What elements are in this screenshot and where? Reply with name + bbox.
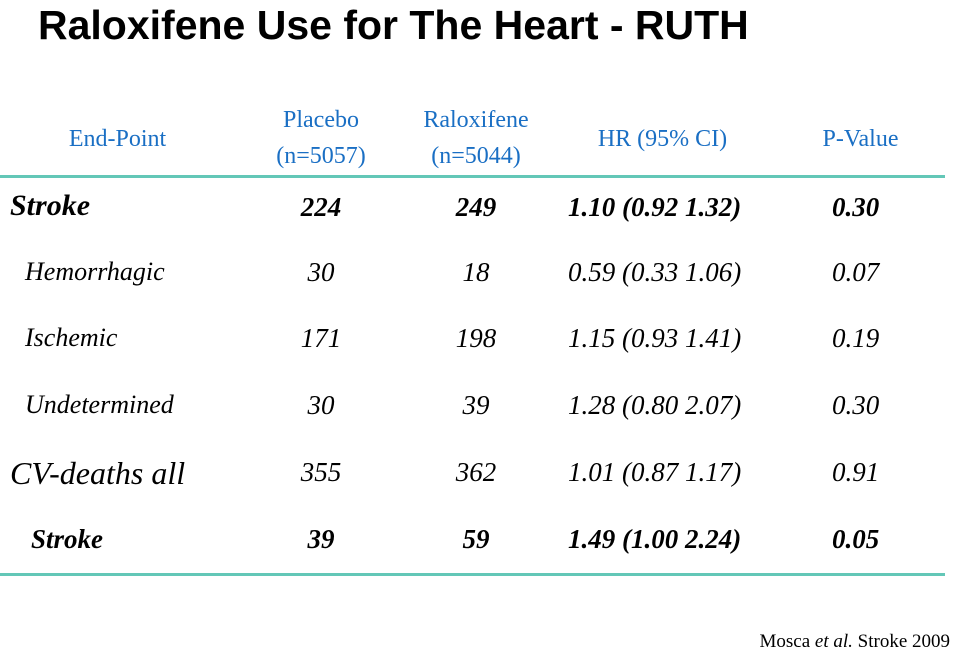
header-pvalue: P-Value xyxy=(822,126,899,152)
raloxifene-value: 198 xyxy=(455,323,497,353)
bottom-rule xyxy=(0,573,945,576)
citation xyxy=(759,631,950,653)
placebo-value: 39 xyxy=(307,524,335,554)
hr-value: 1.28 (0.80 2.07) xyxy=(568,390,742,420)
header-endpoint: End-Point xyxy=(68,126,167,152)
raloxifene-value: 249 xyxy=(455,192,497,222)
citation-journal: Stroke 2009 xyxy=(857,631,950,652)
placebo-value: 30 xyxy=(307,390,335,420)
p-value: 0.30 xyxy=(832,192,880,222)
placebo-value: 30 xyxy=(307,257,335,287)
hr-value: 1.10 (0.92 1.32) xyxy=(568,192,742,222)
row-label: Stroke xyxy=(31,524,104,554)
row-label: Stroke xyxy=(10,189,91,222)
hr-value: 1.01 (0.87 1.17) xyxy=(568,457,742,487)
placebo-value: 355 xyxy=(300,457,342,487)
p-value: 0.30 xyxy=(832,390,880,420)
raloxifene-value: 362 xyxy=(455,457,497,487)
raloxifene-value: 39 xyxy=(462,390,490,420)
row-label: Undetermined xyxy=(25,390,174,419)
header-raloxifene-n: (n=5044) xyxy=(431,143,521,169)
raloxifene-value: 59 xyxy=(462,524,490,554)
row-label: CV-deaths all xyxy=(10,455,186,491)
hr-value: 0.59 (0.33 1.06) xyxy=(568,257,742,287)
header-hr: HR (95% CI) xyxy=(597,126,728,152)
hr-value: 1.49 (1.00 2.24) xyxy=(568,524,742,554)
p-value: 0.91 xyxy=(832,457,880,487)
citation-author: Mosca xyxy=(759,631,811,652)
row-label: Hemorrhagic xyxy=(25,257,165,286)
citation-etal: et al. xyxy=(814,631,853,652)
slide-title: Raloxifene Use for The Heart - RUTH xyxy=(38,2,749,48)
raloxifene-value: 18 xyxy=(462,257,490,287)
p-value: 0.07 xyxy=(832,257,880,287)
placebo-value: 224 xyxy=(300,192,342,222)
p-value: 0.19 xyxy=(832,323,880,353)
header-placebo-n: (n=5057) xyxy=(276,143,366,169)
placebo-value: 171 xyxy=(300,323,342,353)
header-rule xyxy=(0,175,945,178)
row-label: Ischemic xyxy=(25,323,118,352)
header-raloxifene-name: Raloxifene xyxy=(423,107,529,133)
header-placebo-name: Placebo xyxy=(283,107,359,133)
header-raloxifene xyxy=(412,102,540,174)
p-value: 0.05 xyxy=(832,524,880,554)
hr-value: 1.15 (0.93 1.41) xyxy=(568,323,742,353)
header-placebo xyxy=(262,102,380,174)
